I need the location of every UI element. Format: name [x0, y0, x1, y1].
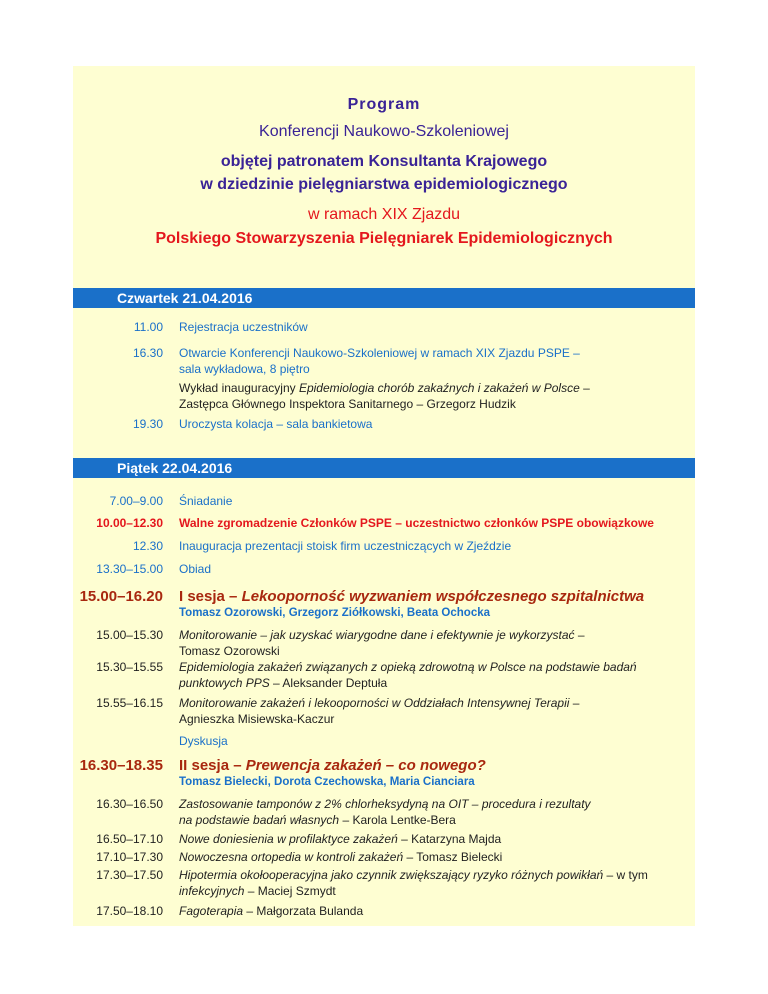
talk-item: [179, 903, 679, 919]
talk-time: 16.30–16.50: [96, 797, 163, 811]
patronage-line-1: objętej patronatem Konsultanta Krajowego: [220, 153, 548, 170]
talk-title: Hipotermia okołooperacyjna jako czynnik zwiększający ryzyko różnych powikłań: [179, 868, 604, 882]
schedule-item: Uroczysta kolacja – sala bankietowa: [179, 417, 373, 431]
schedule-time: 10.00–12.30: [96, 516, 163, 530]
conference-name: Konferencji Naukowo-Szkoleniowej: [259, 123, 509, 140]
session-time: 15.00–16.20: [79, 588, 163, 605]
schedule-item: [179, 345, 679, 377]
talk-time: 17.30–17.50: [96, 868, 163, 882]
talk-author: – Karola Lentke-Bera: [339, 813, 456, 827]
talk-title: Zastosowanie tamponów z 2% chlorheksydyną na OIT – procedura i rezultaty: [179, 797, 591, 811]
session-time: 16.30–18.35: [79, 757, 163, 774]
schedule-time: 19.30: [132, 417, 163, 431]
schedule-item: Obiad: [179, 562, 212, 576]
talk-time: 16.50–17.10: [96, 832, 163, 846]
talk-item: Zastosowanie tamponów z 2% chlorheksydyną na OIT – procedura i rezultaty na podstawie badań własnych – Karola Lentke-Bera: [179, 797, 591, 827]
talk-time: 15.00–15.30: [96, 628, 163, 642]
schedule-time: 16.30: [132, 346, 163, 360]
day-bar-friday: [73, 458, 695, 478]
session-title: I sesja – Lekooporność wyzwaniem współczesnego szpitalnictwa: [179, 588, 645, 605]
schedule-time: 12.30: [132, 539, 163, 553]
talk-author: – Małgorzata Bulanda: [243, 904, 364, 918]
talk-title: Monitorowanie zakażeń i lekooporności w Oddziałach Intensywnej Terapii: [179, 696, 570, 710]
talk-item: Epidemiologia zakażeń związanych z opieką zdrowotną w Polsce na podstawie badań punktowych PPS – Aleksander Deptuła: [179, 660, 637, 690]
day-bar-thursday: [73, 288, 695, 308]
talk-title: Monitorowanie – jak uzyskać wiarygodne dane i efektywnie je wykorzystać: [179, 628, 575, 642]
talk-author: Tomasz Ozorowski: [179, 644, 280, 658]
inaugural-lecture: [179, 380, 679, 412]
talk-title: Nowe doniesienia w profilaktyce zakażeń: [179, 832, 398, 846]
patronage-line-2: w dziedzinie pielęgniarstwa epidemiologicznego: [200, 176, 568, 193]
talk-time: 17.50–18.10: [96, 904, 163, 918]
lecture-speaker: Zastępca Głównego Inspektora Sanitarnego – Grzegorz Hudzik: [179, 397, 516, 411]
talk-author: – Maciej Szmydt: [244, 884, 336, 898]
congress-line: w ramach XIX Zjazdu: [307, 206, 461, 223]
day-label: Czwartek 21.04.2016: [117, 290, 253, 306]
session-chairs: Tomasz Bielecki, Dorota Czechowska, Maria Cianciara: [179, 776, 475, 788]
schedule-item-line: sala wykładowa, 8 piętro: [179, 362, 310, 376]
lecture-sep: –: [579, 381, 590, 395]
schedule-time: 11.00: [133, 320, 163, 334]
session-title: II sesja – Prewencja zakażeń – co nowego?: [179, 757, 486, 774]
talk-item: [179, 849, 679, 865]
association-name: Polskiego Stowarzyszenia Pielęgniarek Epidemiologicznych: [155, 230, 613, 247]
schedule-item: Inauguracja prezentacji stoisk firm uczestniczących w Zjeździe: [179, 539, 512, 553]
talk-item: Hipotermia okołooperacyjna jako czynnik zwiększający ryzyko różnych powikłań – w tym infekcyjnych – Maciej Szmydt: [179, 868, 648, 898]
talk-author: – Tomasz Bielecki: [403, 850, 503, 864]
talk-item: Monitorowanie zakażeń i lekooporności w Oddziałach Intensywnej Terapii – Agnieszka Misiewska-Kaczur: [179, 695, 679, 727]
talk-author: Agnieszka Misiewska-Kaczur: [179, 712, 335, 726]
discussion: Dyskusja: [179, 734, 228, 748]
talk-time: 17.10–17.30: [96, 850, 163, 864]
lecture-prefix: Wykład inauguracyjny: [179, 381, 299, 395]
talk-author: – Katarzyna Majda: [397, 832, 502, 846]
program-title: Program: [347, 96, 421, 113]
talk-item: Monitorowanie – jak uzyskać wiarygodne dane i efektywnie je wykorzystać – Tomasz Ozorowski: [179, 627, 679, 659]
schedule-item-line: Otwarcie Konferencji Naukowo-Szkoleniowej w ramach XIX Zjazdu PSPE –: [179, 346, 580, 360]
talk-time: 15.55–16.15: [96, 696, 163, 710]
schedule-item: Walne zgromadzenie Członków PSPE – uczestnictwo członków PSPE obowiązkowe: [179, 516, 654, 530]
lecture-title: Epidemiologia chorób zakaźnych i zakażeń w Polsce: [298, 381, 580, 395]
day-label: Piątek 22.04.2016: [117, 460, 233, 476]
session-chairs: Tomasz Ozorowski, Grzegorz Ziółkowski, Beata Ochocka: [179, 607, 491, 619]
talk-item: [179, 831, 679, 847]
talk-title: Fagoterapia: [179, 904, 244, 918]
talk-time: 15.30–15.55: [96, 660, 163, 674]
schedule-item: Rejestracja uczestników: [179, 320, 308, 334]
schedule-time: 13.30–15.00: [96, 562, 163, 576]
talk-title: Epidemiologia zakażeń związanych z opieką zdrowotną w Polsce na podstawie badań: [179, 660, 637, 674]
schedule-time: 7.00–9.00: [109, 494, 163, 508]
talk-author: – Aleksander Deptuła: [269, 676, 388, 690]
talk-title: Nowoczesna ortopedia w kontroli zakażeń: [179, 850, 404, 864]
schedule-item: Śniadanie: [179, 494, 233, 508]
program-sheet: [73, 66, 695, 926]
